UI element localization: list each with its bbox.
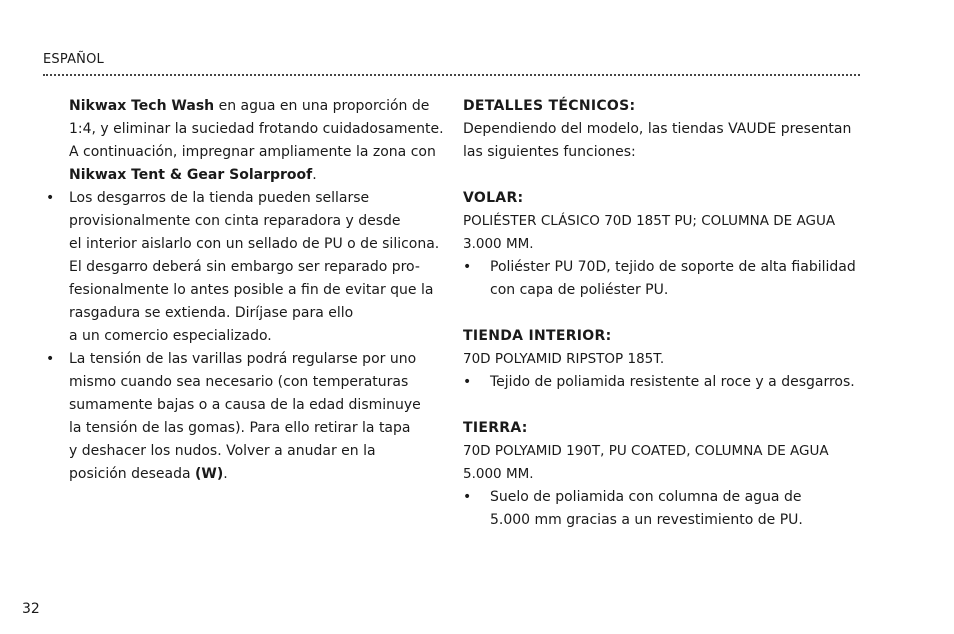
spec-bullet: • Tejido de poliamida resistente al roce y a desgarros. [463, 371, 863, 394]
section-heading: TIERRA: [463, 420, 528, 436]
bullet-symbol: • [463, 259, 472, 275]
bullet-symbol: • [463, 374, 472, 390]
section-heading: TIENDA INTERIOR: [463, 328, 612, 344]
section-floor [463, 417, 863, 532]
spec-text: POLIÉSTER CLÁSICO 70D 185T PU; COLUMNA DE AGUA 3.000 MM. [463, 213, 836, 252]
bullet-tent-tears: • Los desgarros de la tienda pueden sellarse provisionalmente con cinta reparadora y desde el interior aislarlo con un sellado de PU o de silicona. El desgarro deberá sin embargo ser reparado pro- fesionalmente lo antes posible a fin de evitar que la rasgadura se extienda. Diríjase para ello a un comercio especializado. [69, 187, 444, 348]
spec-text: 70D POLYAMID RIPSTOP 185T. [463, 351, 665, 367]
figure-reference: (W) [195, 466, 224, 482]
dotted-divider [43, 74, 860, 76]
bullet-symbol: • [46, 190, 55, 206]
bullet-pole-tension: • La tensión de las varillas podrá regularse por uno mismo cuando sea necesario (con temperaturas sumamente bajas o a causa de la edad disminuye la tensión de las gomas). Para ello retirar la tapa y deshacer los nudos. Volver a anudar en la posición deseada (W). [69, 348, 444, 486]
bullet-symbol: • [463, 489, 472, 505]
spec-bullet: • Poliéster PU 70D, tejido de soporte de alta fiabilidad con capa de poliéster PU. [463, 256, 863, 302]
spec-bullet: • Suelo de poliamida con columna de agua de 5.000 mm gracias a un revestimiento de PU. [463, 486, 863, 532]
product-name-solarproof: Nikwax Tent & Gear Solarproof [69, 167, 313, 183]
section-volar [463, 187, 863, 302]
right-column [463, 95, 863, 532]
language-label: ESPAÑOL [43, 52, 104, 67]
section-inner-tent [463, 325, 863, 394]
spec-text: 70D POLYAMID 190T, PU COATED, COLUMNA DE AGUA 5.000 MM. [463, 443, 829, 482]
section-heading: DETALLES TÉCNICOS: [463, 98, 636, 114]
intro-paragraph: Nikwax Tech Wash en agua en una proporción de 1:4, y eliminar la suciedad frotando cuidadosamente. A continuación, impregnar ampliamente la zona con Nikwax Tent & Gear Solarproof. [69, 98, 444, 183]
product-name-tech-wash: Nikwax Tech Wash [69, 98, 215, 114]
section-heading: VOLAR: [463, 190, 524, 206]
section-technical-details: DETALLES TÉCNICOS: Dependiendo del modelo, las tiendas VAUDE presentan las siguientes funciones: [463, 95, 863, 164]
bullet-symbol: • [46, 351, 55, 367]
left-column [46, 95, 444, 486]
page-number: 32 [22, 601, 40, 617]
